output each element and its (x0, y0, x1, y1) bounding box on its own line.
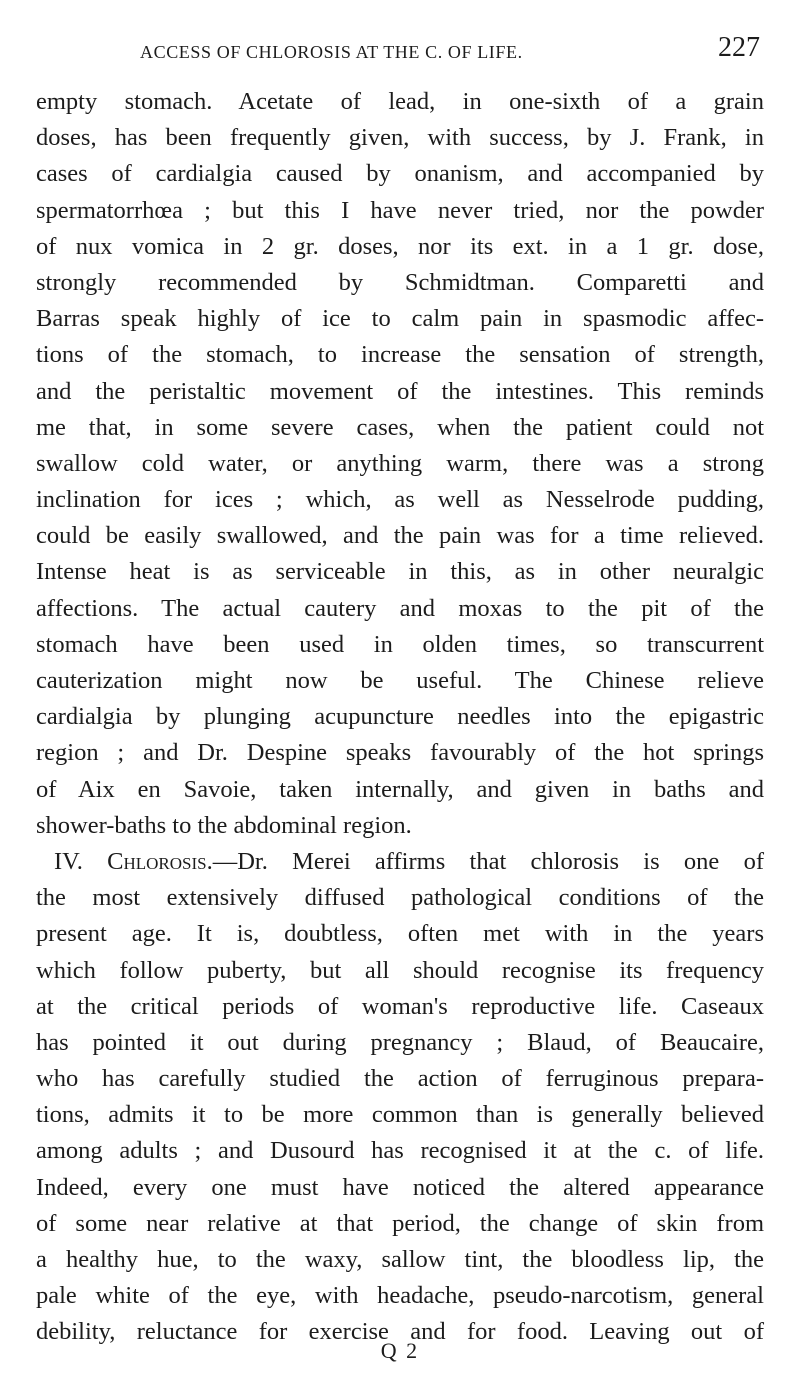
text-line: cases of cardialgia caused by onanism, and accompanied by (36, 160, 764, 188)
text-line: has pointed it out during pregnancy ; Blaud, of Beaucaire, (36, 1028, 764, 1056)
text-line: Barras speak highly of ice to calm pain in spasmodic affec- (36, 305, 764, 333)
text-line: tions of the stomach, to increase the sensation of strength, (36, 341, 764, 369)
signature-mark: Q 2 (380, 1338, 420, 1363)
text-line: shower-baths to the abdominal region. (36, 811, 412, 839)
text-line: Indeed, every one must have noticed the altered appearance (36, 1173, 764, 1201)
text-line: of Aix en Savoie, taken internally, and given in baths and (36, 775, 764, 803)
text-line: at the critical periods of woman's reproductive life. Caseaux (36, 992, 764, 1020)
section-title: Chlorosis. (107, 847, 213, 875)
text-line: doses, has been frequently given, with success, by J. Frank, in (36, 124, 764, 152)
text-line: spermatorrhœa ; but this I have never tried, nor the powder (36, 196, 764, 224)
text-line: who has carefully studied the action of ferruginous prepara- (36, 1065, 764, 1093)
text-line: pale white of the eye, with headache, pseudo-narcotism, general (36, 1282, 764, 1310)
paragraph-cardialgia-treatment (36, 84, 764, 844)
paragraph-chlorosis (36, 880, 764, 1350)
text-line: strongly recommended by Schmidtman. Comparetti and (36, 268, 764, 296)
text-line: Intense heat is as serviceable in this, as in other neuralgic (36, 558, 764, 586)
text-line: of some near relative at that period, the change of skin from (36, 1209, 764, 1237)
section-first-line: —Dr. Merei affirms that chlorosis is one of (212, 847, 764, 875)
page-number: 227 (718, 32, 760, 63)
text-line: cauterization might now be useful. The Chinese relieve (36, 667, 764, 694)
text-line: among adults ; and Dusourd has recognised it at the c. of life. (36, 1137, 764, 1165)
text-line: of nux vomica in 2 gr. doses, nor its ext. in a 1 gr. dose, (36, 232, 764, 260)
page-body (36, 84, 764, 1351)
text-line: empty stomach. Acetate of lead, in one-sixth of a grain (36, 88, 764, 115)
text-line: me that, in some severe cases, when the patient could not (36, 413, 764, 441)
text-line: cardialgia by plunging acupuncture needles into the epigastric (36, 703, 764, 731)
text-line: swallow cold water, or anything warm, there was a strong (36, 449, 764, 477)
text-line: a healthy hue, to the waxy, sallow tint, the bloodless lip, the (36, 1246, 764, 1273)
text-line: and the peristaltic movement of the intestines. This reminds (36, 377, 764, 405)
text-line: stomach have been used in olden times, so transcurrent (36, 630, 764, 658)
text-line: region ; and Dr. Despine speaks favourably of the hot springs (36, 739, 764, 767)
text-line: present age. It is, doubtless, often met with in the years (36, 920, 764, 948)
text-line: tions, admits it to be more common than is generally believed (36, 1101, 764, 1129)
section-heading-line (36, 844, 764, 880)
text-line: affections. The actual cautery and moxas to the pit of the (36, 594, 764, 622)
text-line: which follow puberty, but all should recognise its frequency (36, 956, 764, 984)
running-head: ACCESS OF CHLOROSIS AT THE C. OF LIFE. (140, 42, 523, 62)
page-header (140, 32, 760, 72)
text-line: could be easily swallowed, and the pain was for a time relieved. (36, 522, 764, 550)
text-line: debility, reluctance for exercise and for food. Leaving out of (36, 1318, 764, 1346)
text-line: the most extensively diffused pathological conditions of the (36, 884, 764, 912)
text-line: inclination for ices ; which, as well as Nesselrode pudding, (36, 486, 764, 514)
section-numeral: IV. (54, 847, 83, 875)
